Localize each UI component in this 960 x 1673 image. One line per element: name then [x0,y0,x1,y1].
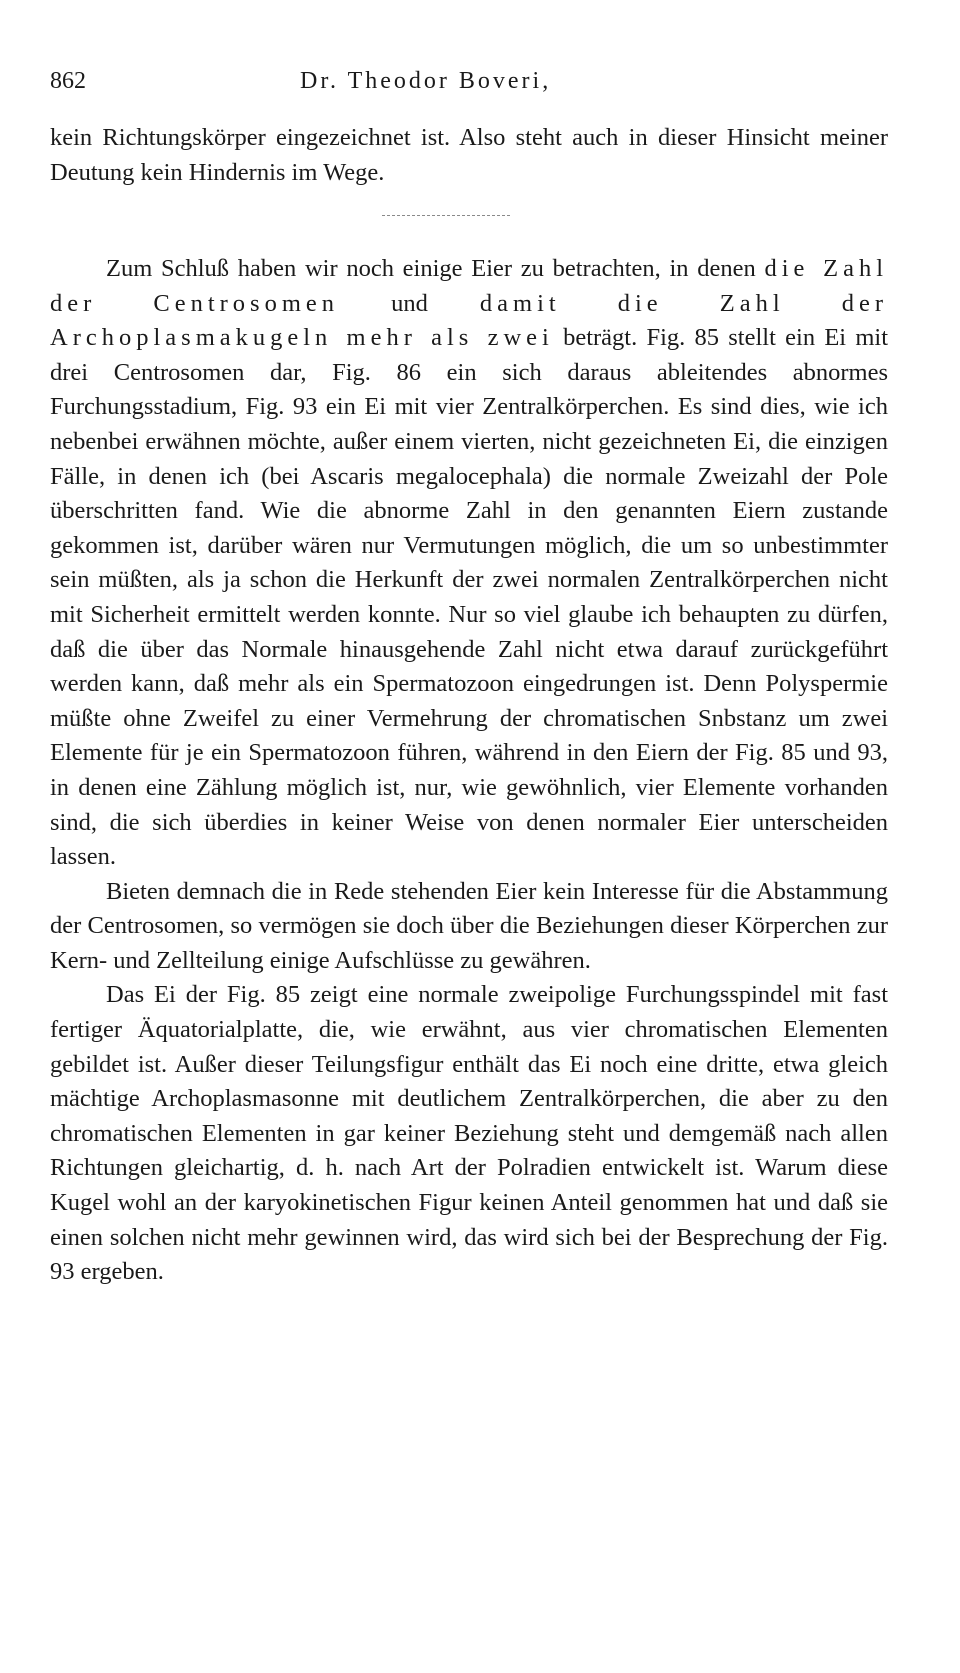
paragraph-1-text-a: Zum Schluß haben wir noch einige Eier zu betrachten, in denen [106,255,765,282]
paragraph-1-spaced-d: damit die Zahl der Archoplasmakugeln mehr als zwei [50,289,888,352]
paragraph-1-text-c: und [339,289,480,317]
section-divider [382,215,510,216]
paragraph-continued [50,121,888,190]
paragraph-0: kein Richtungskörper eingezeichnet ist. Also steht auch in dieser Hinsicht meiner Deutung kein Hindernis im Wege. [50,124,888,186]
paragraph-3: Das Ei der Fig. 85 zeigt eine normale zweipolige Furchungsspindel mit fast fertiger Äquatorialplatte, die, wie erwähnt, aus vier chromatischen Elementen gebildet ist. Außer dieser Teilungsfigur enthält das Ei noch eine dritte, etwa gleich mächtige Archoplasmasonne mit deutlichem Zentralkörperchen, die aber zu den chromatischen Elementen in gar keiner Beziehung steht und demgemäß nach allen Richtungen gleichartig, d. h. nach Art der Polradien entwickelt ist. Warum diese Kugel wohl an der karyokinetischen Figur keinen Anteil genommen hat und daß sie einen solchen nicht mehr gewinnen wird, das wird sich bei der Besprechung der Fig. 93 ergeben. [50,981,888,1286]
main-text [50,252,888,1290]
paragraph-2: Bieten demnach die in Rede stehenden Eier kein Interesse für die Abstammung der Centrosomen, so vermögen sie doch über die Beziehungen dieser Körperchen zur Kern- und Zellteilung einige Aufschlüsse zu gewähren. [50,877,888,974]
running-head: Dr. Theodor Boveri, [300,68,552,94]
page-number: 862 [50,68,86,94]
page-header [50,68,880,104]
paragraph-1 [50,252,888,875]
paragraph-1-spaced-b: die Zahl der Centrosomen [50,255,888,317]
paragraph-1-text-e: beträgt. Fig. 85 stellt ein Ei mit drei Centrosomen dar, Fig. 86 ein sich daraus ableitendes abnormes Furchungsstadium, Fig. 93 ein Ei mit vier Zentralkörperchen. Es sind dies, wie ich nebenbei erwähnen möchte, außer einem vierten, nicht gezeichneten Ei, die einzigen Fälle, in denen ich (bei Ascaris megalocephala) die normale Zweizahl der Pole überschritten fand. Wie die abnorme Zahl in den genannten Eiern zustande gekommen ist, darüber wären nur Vermutungen möglich, die um so unbestimmter sein müßten, als ja schon die Herkunft der zwei normalen Zentralkörperchen nicht mit Sicherheit ermittelt werden konnte. Nur so viel glaube ich behaupten zu dürfen, daß die über das Normale hinausgehende Zahl nicht etwa darauf zurückgeführt werden kann, daß mehr als ein Spermatozoon eingedrungen ist. Denn Polyspermie müßte ohne Zweifel zu einer Vermehrung der chromatischen Snbstanz um zwei Elemente für je ein Spermatozoon führen, während in den Eiern der Fig. 85 und 93, in denen eine Zählung möglich ist, nur, wie gewöhnlich, vier Elemente vorhanden sind, die sich überdies in keiner Weise von denen normaler Eier unterscheiden lassen. [50,324,889,871]
